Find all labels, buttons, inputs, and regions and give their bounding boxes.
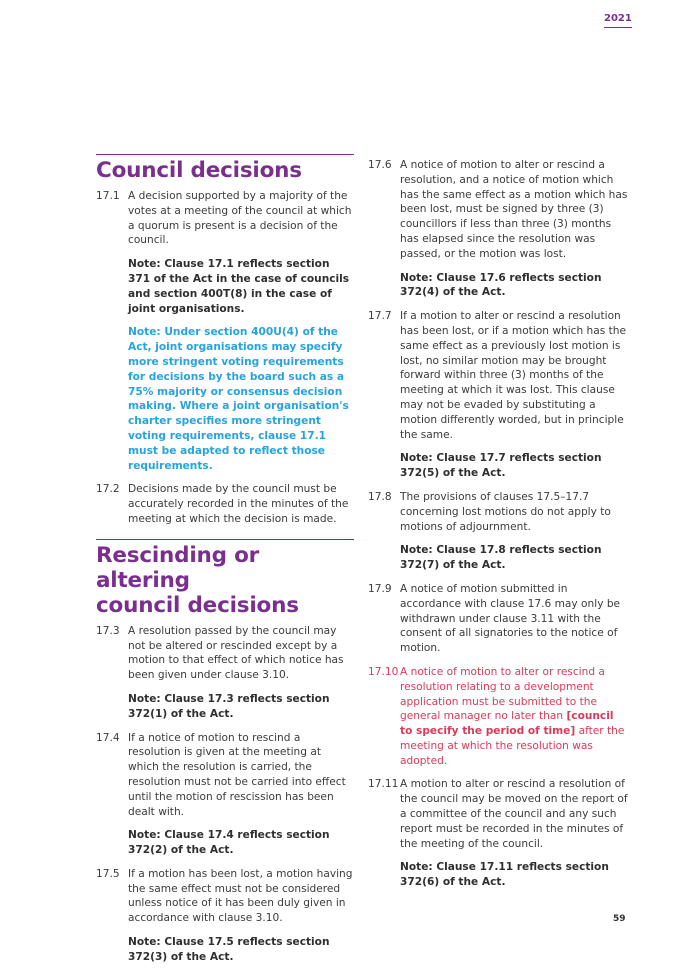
- clause-number: 17.3: [96, 624, 120, 637]
- clause-number: 17.9: [368, 582, 392, 595]
- clause-text: A decision supported by a majority of the votes at a meeting of the council at which a quorum is present is a decision of the council.: [128, 190, 352, 247]
- page-number: 59: [613, 914, 626, 924]
- clause-number: 17.7: [368, 310, 392, 323]
- note-17-7: Note: Clause 17.7 reflects section 372(5) of the Act.: [400, 452, 602, 480]
- clause-17-4: [96, 731, 354, 820]
- clause-number: 17.6: [368, 159, 392, 171]
- clause-17-10: [368, 665, 628, 769]
- heading-council-decisions: Council decisions: [96, 158, 302, 183]
- clause-text-before: A notice of motion to alter or rescind a resolution relating to a development application must be submitted to the general manager no later than: [400, 665, 605, 723]
- clause-17-9: [368, 582, 628, 656]
- right-column: [368, 158, 628, 899]
- clause-17-11: [368, 777, 628, 851]
- clause-17-8: [368, 490, 628, 534]
- document-year: 2021: [604, 13, 632, 28]
- clause-text: Decisions made by the council must be accurately recorded in the minutes of the meeting at which the decision is made.: [128, 483, 349, 525]
- heading-rescinding-altering: [96, 543, 354, 618]
- clause-number: 17.5: [96, 867, 120, 880]
- note-17-1: Note: Clause 17.1 reflects section 371 of the Act in the case of councils and section 400T(8) in the case of joint organisations.: [128, 258, 350, 315]
- clause-number: 17.8: [368, 490, 392, 503]
- clause-number: 17.10: [368, 665, 399, 678]
- note-17-1-joint-organisations: Note: Under section 400U(4) of the Act, joint organisations may specify more stringent voting requirements for decisions by the board such as a 75% majority or consensus decision making. Where a joint organisation's charter specifies more stringent voting requirements, clause 17.1 must be adapted to reflect those requirements.: [128, 326, 349, 472]
- note-17-11: Note: Clause 17.11 reflects section 372(6) of the Act.: [400, 861, 609, 889]
- clause-number: 17.4: [96, 731, 120, 744]
- note-17-4: Note: Clause 17.4 reflects section 372(2) of the Act.: [128, 829, 330, 857]
- clause-text-after: after the meeting at which the resolution was adopted.: [400, 725, 625, 767]
- clause-text: The provisions of clauses 17.5–17.7 concerning lost motions do not apply to motions of adjournment.: [400, 490, 611, 533]
- clause-number: 17.11: [368, 778, 399, 791]
- clause-17-5: [96, 867, 354, 926]
- section-divider: [96, 539, 354, 540]
- note-17-3: Note: Clause 17.3 reflects section 372(1) of the Act.: [128, 692, 330, 720]
- section-divider: [96, 154, 354, 155]
- clause-text: A motion to alter or rescind a resolution of the council may be moved on the report of a committee of the council and any such report must be recorded in the minutes of the meeting of the council.: [400, 778, 628, 850]
- heading-line-2: council decisions: [96, 592, 299, 618]
- clause-text: A resolution passed by the council may not be altered or rescinded except by a motion to that effect of which notice has been given under clause 3.10.: [128, 624, 344, 682]
- clause-text: If a motion has been lost, a motion having the same effect must not be considered unless notice of it has been duly given in accordance with clause 3.10.: [128, 867, 353, 925]
- note-17-5: Note: Clause 17.5 reflects section 372(3) of the Act.: [128, 936, 330, 963]
- heading-line-1: Rescinding or altering: [96, 542, 260, 593]
- clause-17-7: [368, 309, 628, 442]
- clause-text: A notice of motion submitted in accordance with clause 17.6 may only be withdrawn under clause 3.11 with the consent of all signatories to the notice of motion.: [400, 582, 621, 655]
- clause-text: [400, 665, 628, 769]
- note-17-6: Note: Clause 17.6 reflects section 372(4) of the Act.: [400, 271, 602, 299]
- clause-17-2: [96, 482, 354, 526]
- clause-17-6: [368, 158, 628, 262]
- note-17-8: Note: Clause 17.8 reflects section 372(7) of the Act.: [400, 544, 602, 572]
- council-to-specify-placeholder: [council to specify the period of time]: [400, 710, 614, 738]
- left-column: [96, 154, 354, 974]
- clause-17-3: [96, 624, 354, 683]
- clause-number: 17.2: [96, 483, 120, 496]
- clause-text: If a notice of motion to rescind a resolution is given at the meeting at which the resolution is carried, the resolution must not be carried into effect until the motion of rescission has been dealt with.: [128, 731, 346, 818]
- clause-number: 17.1: [96, 190, 120, 202]
- clause-17-1: [96, 189, 354, 248]
- clause-text: A notice of motion to alter or rescind a resolution, and a notice of motion which has the same effect as a motion which has been lost, must be signed by three (3) councillors if less than three (3) months has elapsed since the resolution was passed, or the motion was lost.: [400, 159, 628, 260]
- clause-text: If a motion to alter or rescind a resolution has been lost, or if a motion which has the same effect as a previously lost motion is lost, no similar motion may be brought forward within three (3) months of the meeting at which it was lost. This clause may not be evaded by substituting a motion differently worded, but in principle the same.: [400, 310, 627, 441]
